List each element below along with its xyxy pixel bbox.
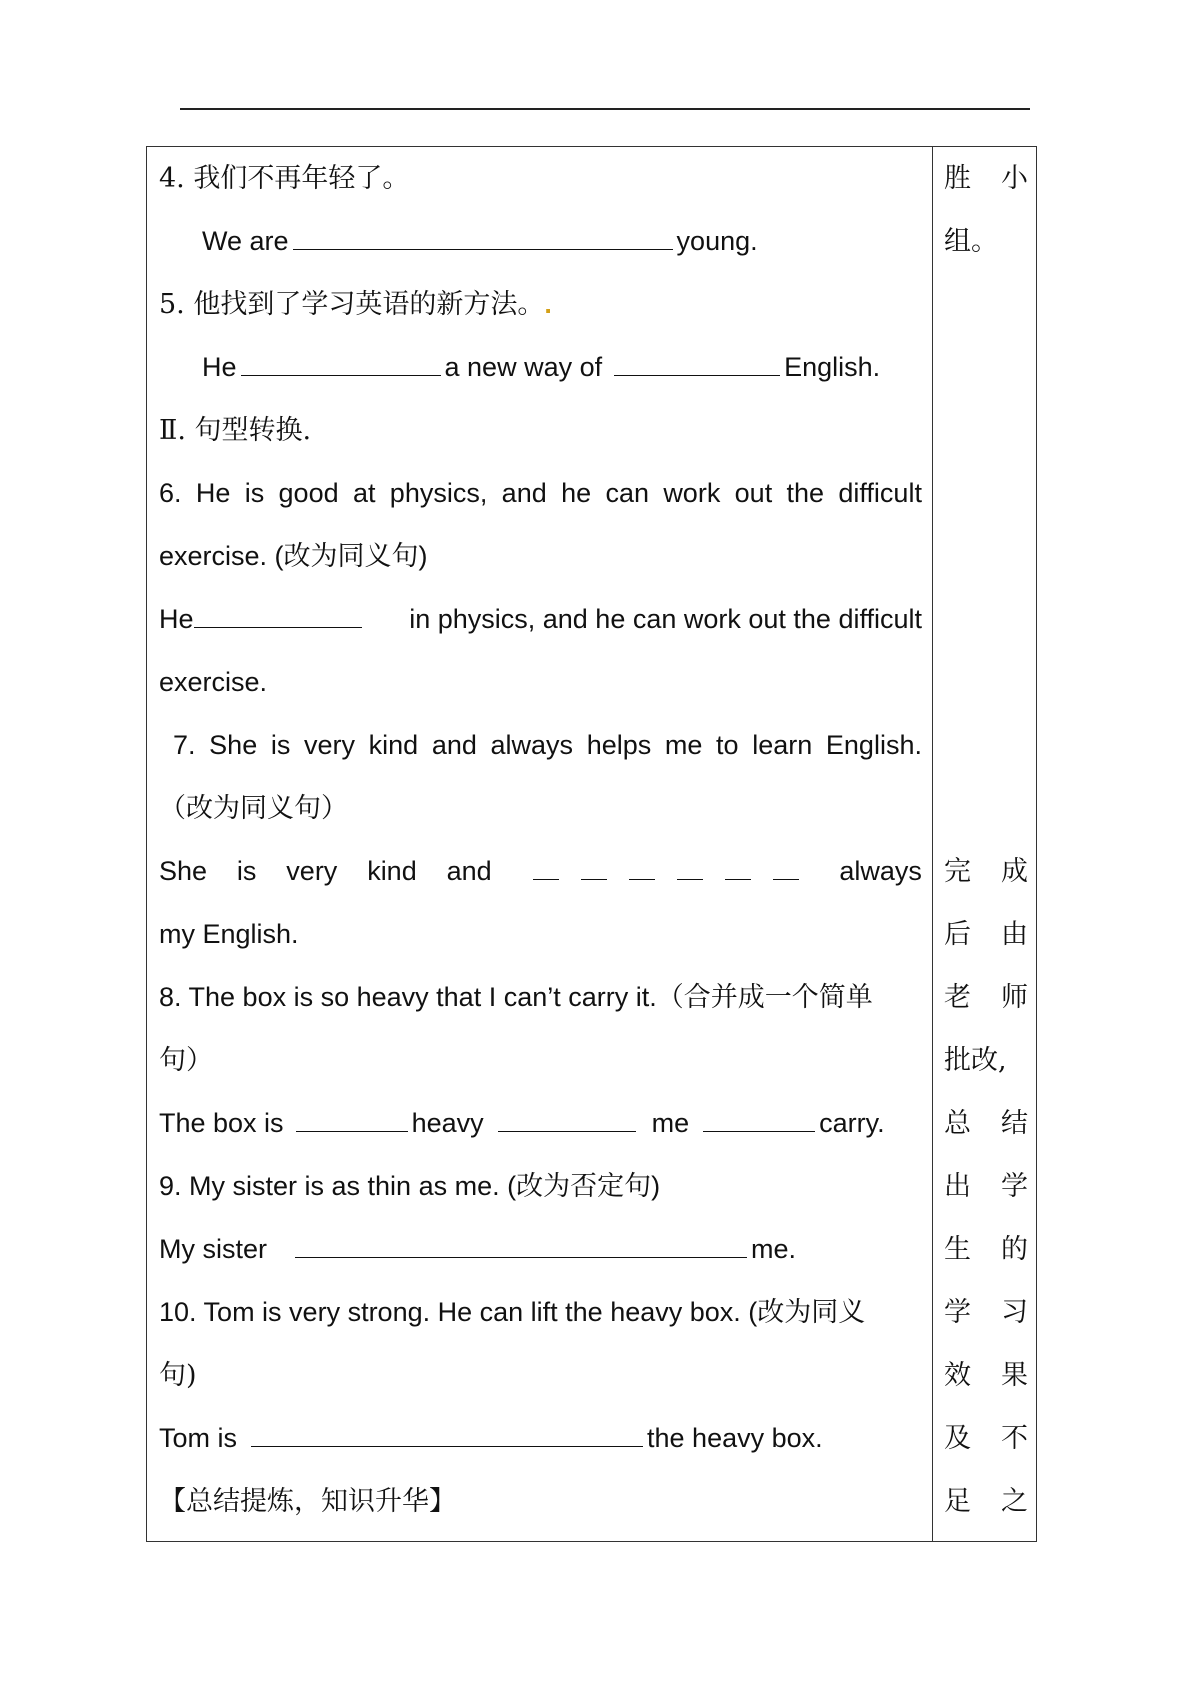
q7-ans-word: is	[236, 856, 257, 886]
summary-heading: 【总结提炼，知识升华】	[159, 1486, 456, 1517]
q7-word: is	[270, 730, 291, 760]
q4-answer-line	[202, 210, 922, 273]
side-char: 组。	[944, 226, 998, 257]
q8-blank-1[interactable]	[296, 1109, 408, 1132]
q6-ans-b: in physics, and he can work out the difficult	[409, 604, 922, 634]
q7-word: English.	[825, 730, 922, 760]
q7-blank[interactable]	[533, 857, 559, 880]
q7-answer-line-2: my English.	[159, 919, 299, 949]
q9-text-b: me.	[751, 1234, 797, 1264]
q6-word: 6.	[159, 478, 182, 508]
q6-word: at	[352, 478, 376, 508]
side-note-line	[944, 1155, 1028, 1218]
q7-word: kind	[368, 730, 419, 760]
q6-word: and	[501, 478, 547, 508]
q7-ans-word: She	[159, 856, 208, 886]
side-note-line	[944, 1092, 1028, 1155]
q10-prompt: 10. Tom is very strong. He can lift the heavy box. (改为同义	[159, 1297, 866, 1327]
side-note-line	[944, 147, 1028, 210]
q7-blank[interactable]	[581, 857, 607, 880]
q4-text-b: young.	[676, 226, 758, 256]
q5-text-a: He	[202, 352, 237, 382]
side-char: 生	[944, 1234, 971, 1265]
q7-word: me	[664, 730, 703, 760]
side-char: 师	[1001, 982, 1028, 1013]
q5-prompt: 5. 他找到了学习英语的新方法。	[159, 289, 545, 320]
q7-word: very	[304, 730, 356, 760]
side-note-line	[944, 210, 1028, 273]
side-char: 果	[1001, 1360, 1028, 1391]
q6-word: can	[605, 478, 649, 508]
q7-blank[interactable]	[725, 857, 751, 880]
q10-blank[interactable]	[251, 1424, 643, 1447]
q6-ans-a: He	[159, 604, 194, 634]
q6-word: good	[278, 478, 339, 508]
q6-answer-line	[159, 588, 922, 651]
side-char: 及	[944, 1423, 971, 1454]
q7-ans-word: and	[446, 856, 492, 886]
q8-text-c: me	[651, 1108, 690, 1138]
side-char: 习	[1001, 1297, 1028, 1328]
side-char: 的	[1001, 1234, 1028, 1265]
q7-ans-word: very	[286, 856, 338, 886]
side-char: 不	[1001, 1423, 1028, 1454]
q7-blank[interactable]	[677, 857, 703, 880]
q6-word: work	[663, 478, 721, 508]
side-note-line	[944, 1281, 1028, 1344]
side-note-line	[944, 1218, 1028, 1281]
q6-blank[interactable]	[194, 605, 362, 628]
side-char: 足	[944, 1486, 971, 1517]
q9-text-a: My sister	[159, 1234, 267, 1264]
side-char: 胜	[944, 163, 971, 194]
q7-prompt-line-2: （改为同义句）	[159, 793, 348, 824]
q9-prompt: 9. My sister is as thin as me. (改为否定句)	[159, 1171, 661, 1201]
q4-prompt: 4. 我们不再年轻了。	[159, 163, 410, 194]
q9-blank[interactable]	[295, 1235, 747, 1258]
q6-word: he	[561, 478, 592, 508]
q5-dot: .	[544, 289, 552, 319]
q6-word: difficult	[838, 478, 922, 508]
q8-text-a: The box is	[159, 1108, 284, 1138]
q8-prompt: 8. The box is so heavy that I can’t carry it.（合并成一个简单	[159, 982, 873, 1012]
q7-blank[interactable]	[773, 857, 799, 880]
side-char: 后	[944, 919, 971, 950]
side-note-line	[944, 903, 1028, 966]
side-char: 批改,	[944, 1045, 1007, 1076]
q7-word: helps	[586, 730, 652, 760]
side-char: 由	[1001, 919, 1028, 950]
q6-prompt-line-2: exercise. (改为同义句)	[159, 541, 428, 571]
q10-prompt-line-2: 句)	[159, 1360, 197, 1391]
side-char: 老	[944, 982, 971, 1013]
q6-word: out	[734, 478, 773, 508]
q4-blank[interactable]	[293, 227, 673, 250]
q8-prompt-line-2: 句）	[159, 1045, 213, 1076]
q6-word: the	[786, 478, 825, 508]
q8-answer-line	[159, 1092, 922, 1155]
q6-word: is	[244, 478, 265, 508]
q7-word: learn	[752, 730, 813, 760]
q10-text-a: Tom is	[159, 1423, 238, 1453]
q8-text-d: carry.	[819, 1108, 885, 1138]
worksheet-table	[146, 146, 1037, 1542]
side-note-line	[944, 1407, 1028, 1470]
side-char: 完	[944, 856, 971, 887]
q7-word: 7.	[173, 730, 196, 760]
header-rule	[180, 108, 1030, 110]
side-note-line	[944, 966, 1028, 1029]
q7-word: She	[209, 730, 258, 760]
q5-prompt-line	[159, 273, 922, 336]
side-note-line	[944, 1344, 1028, 1407]
q6-answer-group	[159, 588, 362, 651]
q6-prompt-line	[159, 462, 922, 525]
side-char: 之	[1001, 1486, 1028, 1517]
side-char: 成	[1001, 856, 1028, 887]
side-note-line	[944, 840, 1028, 903]
q6-answer-line-2: exercise.	[159, 667, 268, 697]
q5-blank-1[interactable]	[241, 353, 441, 376]
q7-blank[interactable]	[629, 857, 655, 880]
q5-text-b: a new way of	[444, 352, 603, 382]
q8-text-b: heavy	[411, 1108, 484, 1138]
q10-answer-line	[159, 1407, 922, 1470]
q6-word: physics,	[389, 478, 488, 508]
side-note-line	[944, 1029, 1028, 1092]
q7-prompt-line	[173, 714, 922, 777]
q5-answer-line	[202, 336, 922, 399]
q7-word: always	[490, 730, 574, 760]
side-char: 出	[944, 1171, 971, 1202]
q7-answer-line	[159, 840, 922, 903]
section-2-heading: Ⅱ. 句型转换.	[159, 415, 312, 446]
q4-text-a: We are	[202, 226, 289, 256]
side-note-line	[944, 1470, 1028, 1533]
side-char: 小	[1001, 163, 1028, 194]
q7-blanks	[522, 840, 810, 903]
side-char: 总	[944, 1108, 971, 1139]
q7-ans-word: kind	[367, 856, 417, 886]
q5-text-c: English.	[784, 352, 881, 382]
q6-word: He	[195, 478, 231, 508]
side-char: 效	[944, 1360, 971, 1391]
q7-word: to	[716, 730, 739, 760]
q7-ans-end: always	[839, 856, 922, 886]
q5-blank-2[interactable]	[614, 353, 780, 376]
q9-answer-line	[159, 1218, 922, 1281]
q10-text-b: the heavy box.	[647, 1423, 823, 1453]
side-char: 学	[1001, 1171, 1028, 1202]
q8-blank-2[interactable]	[498, 1109, 636, 1132]
q7-word: and	[431, 730, 477, 760]
q8-blank-3[interactable]	[703, 1109, 815, 1132]
column-divider	[932, 147, 933, 1541]
side-char: 学	[944, 1297, 971, 1328]
side-char: 结	[1001, 1108, 1028, 1139]
